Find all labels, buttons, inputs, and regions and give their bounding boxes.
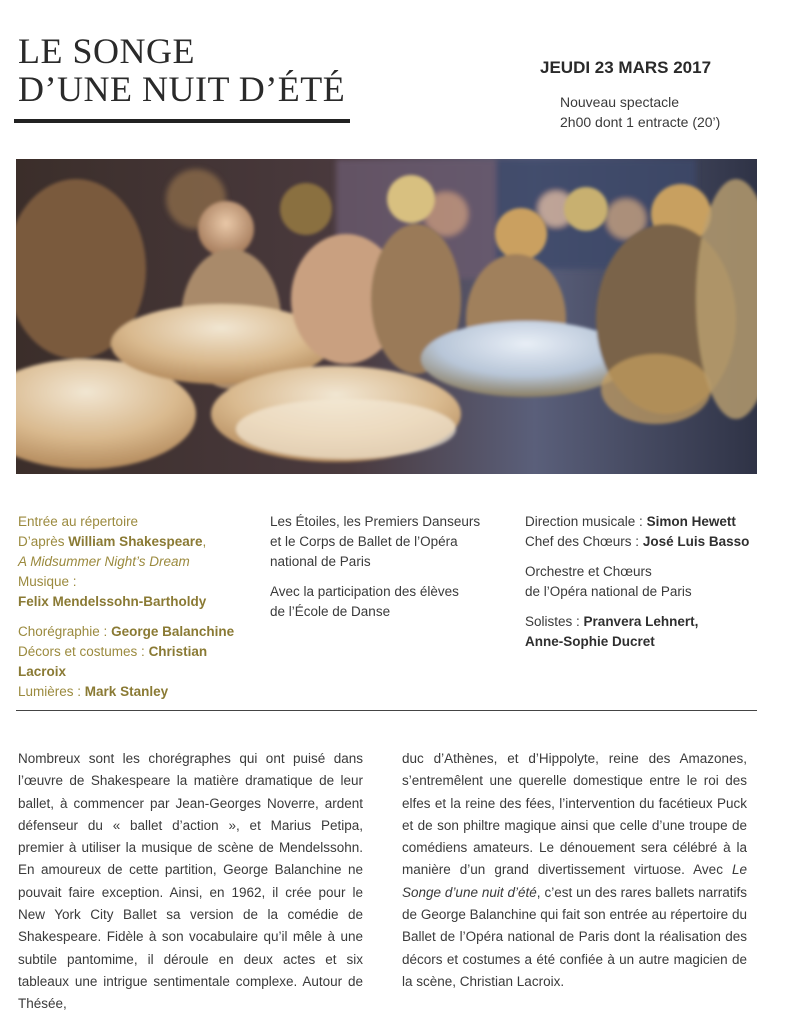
decors-label: Décors et costumes : [18,644,145,659]
students-line-1: Avec la participation des élèves [270,584,459,599]
soloist-2: Anne-Sophie Ducret [525,634,655,649]
credits-middle-column [270,512,510,622]
page-title [18,32,358,108]
section-divider [16,710,757,711]
choreo-label: Chorégraphie : [18,624,108,639]
students-line-2: de l’École de Danse [270,604,391,619]
composer-name: Felix Mendelssohn-Bartholdy [18,594,207,609]
chef-label: Chef des Chœurs : [525,534,640,549]
title-line-2: D’UNE NUIT D’ÉTÉ [18,69,346,109]
show-duration: 2h00 dont 1 entracte (20’) [560,114,721,130]
title-line-1: LE SONGE [18,31,195,71]
body-col2-part-a: duc d’Athènes, et d’Hippolyte, reine des Amazones, s’entremêlent une querelle domestique entre le roi des elfes et la reine des fées, l’intervention du facétieux Puck et de son philtre magique ainsi que celle d’une troupe de comédiens amateurs. Le dénouement sera célébré à la manière d’un grand divertissement virtuose. Avec [402,751,747,878]
credits-right-column [525,512,775,652]
author-name: William Shakespeare [68,534,203,549]
chorus-line [525,532,775,552]
orchestra-line-1: Orchestre et Chœurs [525,564,652,579]
lighting-name: Mark Stanley [84,684,169,699]
solistes-label: Solistes : [525,614,580,629]
soloist-1: Pranvera Lehnert, [583,614,699,629]
dapres-line: D’après William Shakespeare, [18,534,207,549]
choreo-line [18,622,258,642]
title-underline [14,119,350,123]
ballet-photo [16,159,757,474]
body-column-2 [402,748,747,993]
work-title: A Midsummer Night’s Dream [18,554,190,569]
conductor-name: Simon Hewett [646,514,736,529]
show-meta [560,92,720,132]
direction-label: Direction musicale : [525,514,643,529]
lumieres-label: Lumières : [18,684,82,699]
dancers-line-3: national de Paris [270,554,371,569]
show-subtitle: Nouveau spectacle [560,94,680,110]
dancers-line-1: Les Étoiles, les Premiers Danseurs [270,514,481,529]
lumieres-line [18,682,258,702]
credits-left-column [18,512,258,702]
ballet-photo-illustration [16,159,757,474]
direction-line [525,512,775,532]
designer-name: Christian Lacroix [18,644,208,679]
body-column-1: Nombreux sont les chorégraphes qui ont puisé dans l’œuvre de Shakespeare la matière dramatique de leur ballet, à commencer par Jean-Georges Noverre, ardent défenseur du « ballet d’action », et Marius Petipa, premier à utiliser la musique de scène de Mendelssohn. En amoureux de cette partition, George Balanchine ne pouvait faire exception. Ainsi, en 1962, il crée pour le New York City Ballet sa version de la comédie de Shakespeare. Fidèle à son vocabulaire qu’il mêle à une subtile pantomime, il déroule en deux actes et six tableaux une intrigue sentimentale complexe. Autour de Thésée, [18,751,363,1012]
performance-date: JEUDI 23 MARS 2017 [540,58,712,77]
entree-line: Entrée au répertoire [18,514,139,529]
chorus-master-name: José Luis Basso [642,534,750,549]
dancers-line-2: et le Corps de Ballet de l’Opéra [270,534,458,549]
soloists-line [525,612,775,632]
orchestra-line-2: de l’Opéra national de Paris [525,584,692,599]
musique-label: Musique : [18,574,77,589]
choreographer-name: George Balanchine [111,624,235,639]
decors-line [18,642,258,682]
body-col2-italic-title: Le Songe d’une nuit d’été [402,862,747,900]
dapres-label: D’après [18,534,65,549]
body-col2-part-b: , c’est un des rares ballets narratifs de George Balanchine qui fait son entrée au répertoire du Ballet de l’Opéra national de Paris dont la réalisation des décors et costumes a été confiée à un autre magicien de la scène, Christian Lacroix. [402,884,747,989]
